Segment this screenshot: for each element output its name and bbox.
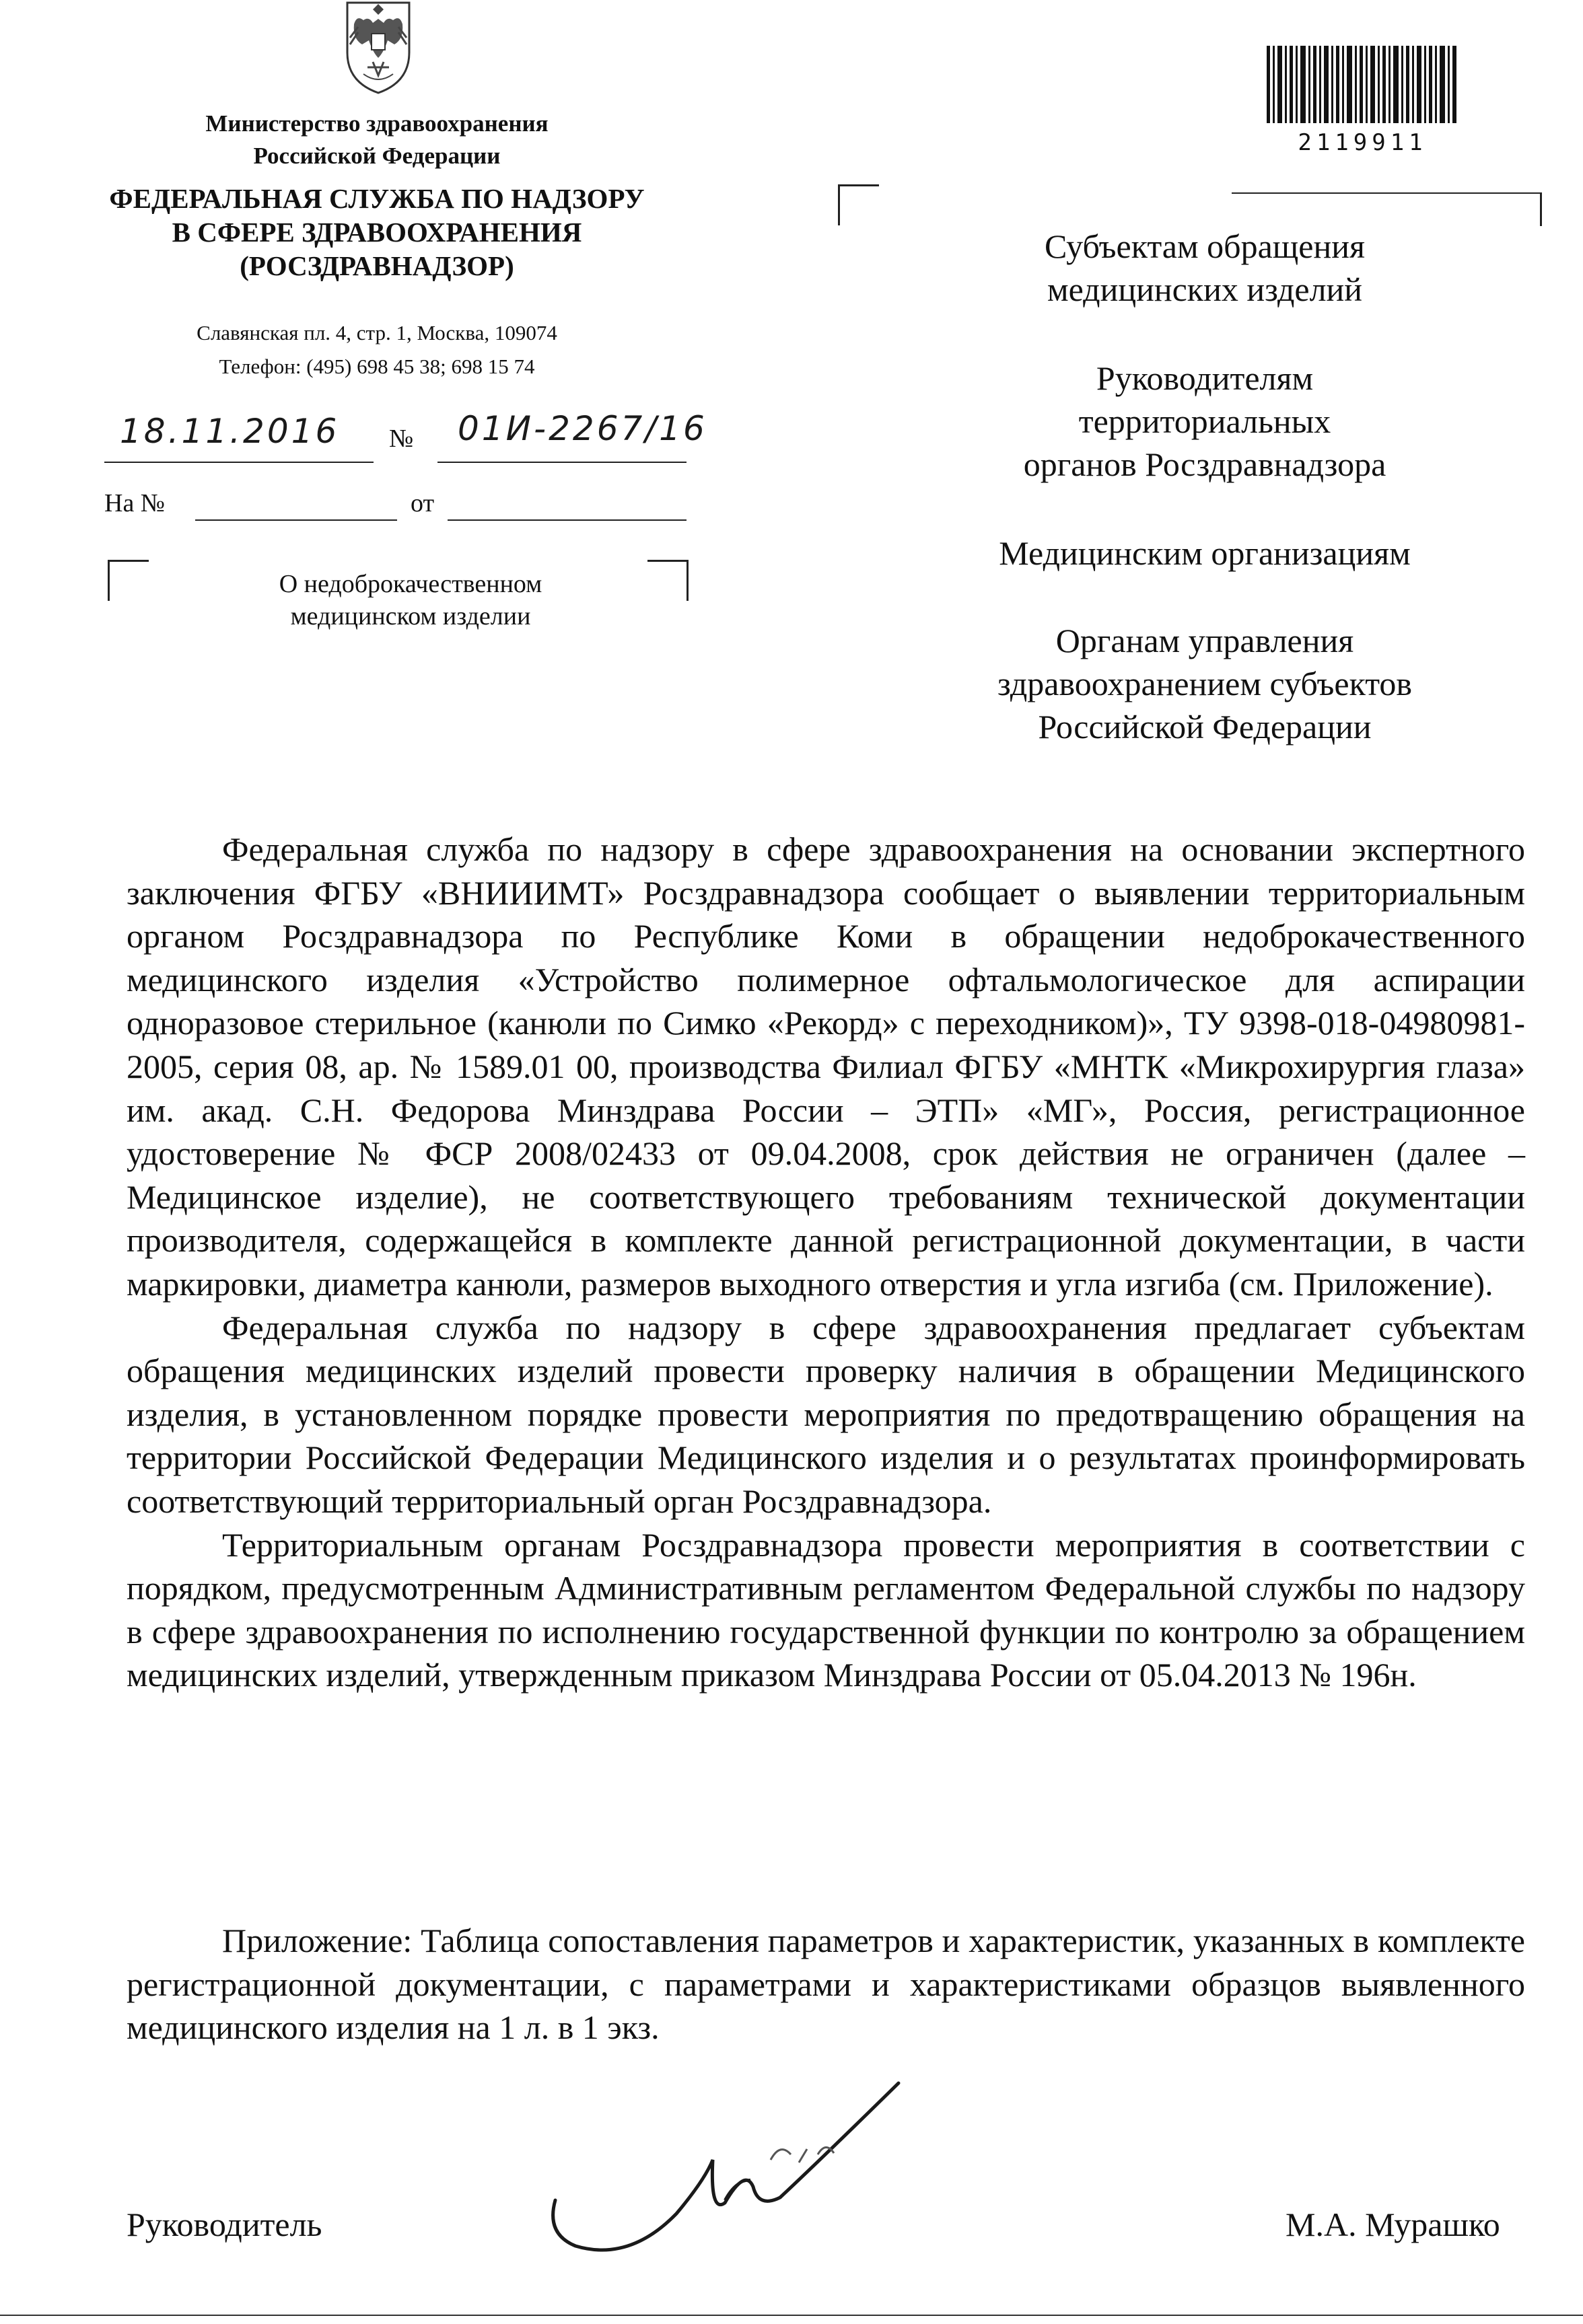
barcode-number: 2119911 (1298, 129, 1428, 156)
subject-line-2: медицинском изделии (290, 602, 531, 630)
appendix-note: Приложение: Таблица сопоставления параметров и характеристик, указанных в комплекте регистрационной документации, с параметрами и характеристиками образцов выявленного медицинского изделия на 1 л. в 1 экз. (127, 1922, 1525, 2047)
service-name (67, 182, 687, 283)
addressee-4 (868, 619, 1541, 748)
date-underline (104, 462, 374, 463)
page-bottom-border (0, 2315, 1583, 2316)
handwritten-signature (549, 2079, 966, 2267)
addressee-2-line-1: Руководителям (1096, 359, 1314, 397)
signatory-position: Руководитель (127, 2206, 322, 2243)
addressee-2-line-2: территориальных (1078, 402, 1331, 440)
reply-date-label: от (411, 489, 435, 517)
addressee-corner-left (838, 184, 879, 225)
body-paragraph-3: Территориальным органам Росздравнадзора провести мероприятия в соответствии с порядком, предусмотренным Административным регламентом Федеральной службы по надзору в сфере здравоохранения по исполнению государственной функции по контролю за обращением медицинских изделий, утвержденным приказом Минздрава России от 05.04.2013 № 196н. (127, 1525, 1525, 1694)
signatory-name: М.А. Мурашко (1286, 2206, 1500, 2243)
barcode (1267, 46, 1458, 123)
letter-subject (222, 568, 599, 632)
subject-corner-right (647, 560, 689, 601)
addressee-4-line-1: Органам управления (1055, 622, 1354, 659)
subject-line-1: О недоброкачественном (279, 570, 542, 598)
addressee-2 (868, 357, 1541, 486)
reply-date-line (448, 519, 687, 521)
number-label: № (389, 425, 414, 453)
service-address: Славянская пл. 4, стр. 1, Москва, 109074 (197, 321, 557, 344)
addressee-top-line (1232, 192, 1541, 194)
addressee-1-line-1: Субъектам обращения (1045, 227, 1365, 265)
service-contacts (135, 316, 619, 384)
addressee-3 (868, 532, 1541, 575)
addressee-corner-right (1540, 192, 1542, 226)
ministry-line-1: Министерство здравоохранения (205, 110, 549, 137)
number-underline (437, 462, 687, 463)
service-phone: Телефон: (495) 698 45 38; 698 15 74 (219, 355, 535, 378)
ministry-name (135, 108, 619, 172)
addressee-2-line-3: органов Росздравнадзора (1023, 445, 1386, 483)
reply-number-label: На № (104, 489, 166, 517)
service-line-3: (РОСЗДРАВНАДЗОР) (240, 250, 514, 281)
addressee-4-line-2: здравоохранением субъектов (997, 665, 1413, 702)
subject-corner-left (108, 560, 149, 601)
registration-date: 18.11.2016 (120, 412, 340, 451)
letter-body (127, 828, 1525, 1697)
registration-number: 01И-2267/16 (458, 409, 707, 448)
addressee-4-line-3: Российской Федерации (1038, 708, 1372, 746)
service-line-2: В СФЕРЕ ЗДРАВООХРАНЕНИЯ (172, 217, 582, 248)
addressee-1-line-2: медицинских изделий (1047, 270, 1363, 308)
reply-number-line (195, 519, 397, 521)
addressee-1 (868, 225, 1541, 311)
coat-of-arms-icon (343, 0, 413, 96)
addressee-3-line-1: Медицинским организациям (999, 534, 1411, 572)
ministry-line-2: Российской Федерации (253, 143, 501, 169)
body-paragraph-2: Федеральная служба по надзору в сфере здравоохранения предлагает субъектам обращения медицинских изделий провести проверку наличия в обращении Медицинского изделия, в установленном порядке провести мероприятия по предотвращению обращения на территории Российской Федерации Медицинского изделия и о результатах проинформировать соответствующий территориальный орган Росздравнадзора. (127, 1308, 1525, 1520)
body-paragraph-1: Федеральная служба по надзору в сфере здравоохранения на основании экспертного заключения ФГБУ «ВНИИИМТ» Росздравнадзора сообщает о выявлении территориальным органом Росздравнадзора по Республике Коми в обращении недоброкачественного медицинского изделия «Устройство полимерное офтальмологическое для аспирации одноразовое стерильное (канюли по Симко «Рекорд» с переходником)», ТУ 9398-018-04980981-2005, серия 08, ар. № 1589.01 00, производства Филиал ФГБУ «МНТК «Микрохирургия глаза» им. акад. С.Н. Федорова Минздрава России – ЭТП» «МГ», Россия, регистрационное удостоверение № ФСР 2008/02433 от 09.04.2008, срок действия не ограничен (далее – Медицинское изделие), не соответствующего требованиям технической документации производителя, содержащейся в комплекте данной регистрационной документации, в части маркировки, диаметра канюли, размеров выходного отверстия и угла изгиба (см. Приложение). (127, 830, 1525, 1303)
service-line-1: ФЕДЕРАЛЬНАЯ СЛУЖБА ПО НАДЗОРУ (109, 183, 645, 214)
